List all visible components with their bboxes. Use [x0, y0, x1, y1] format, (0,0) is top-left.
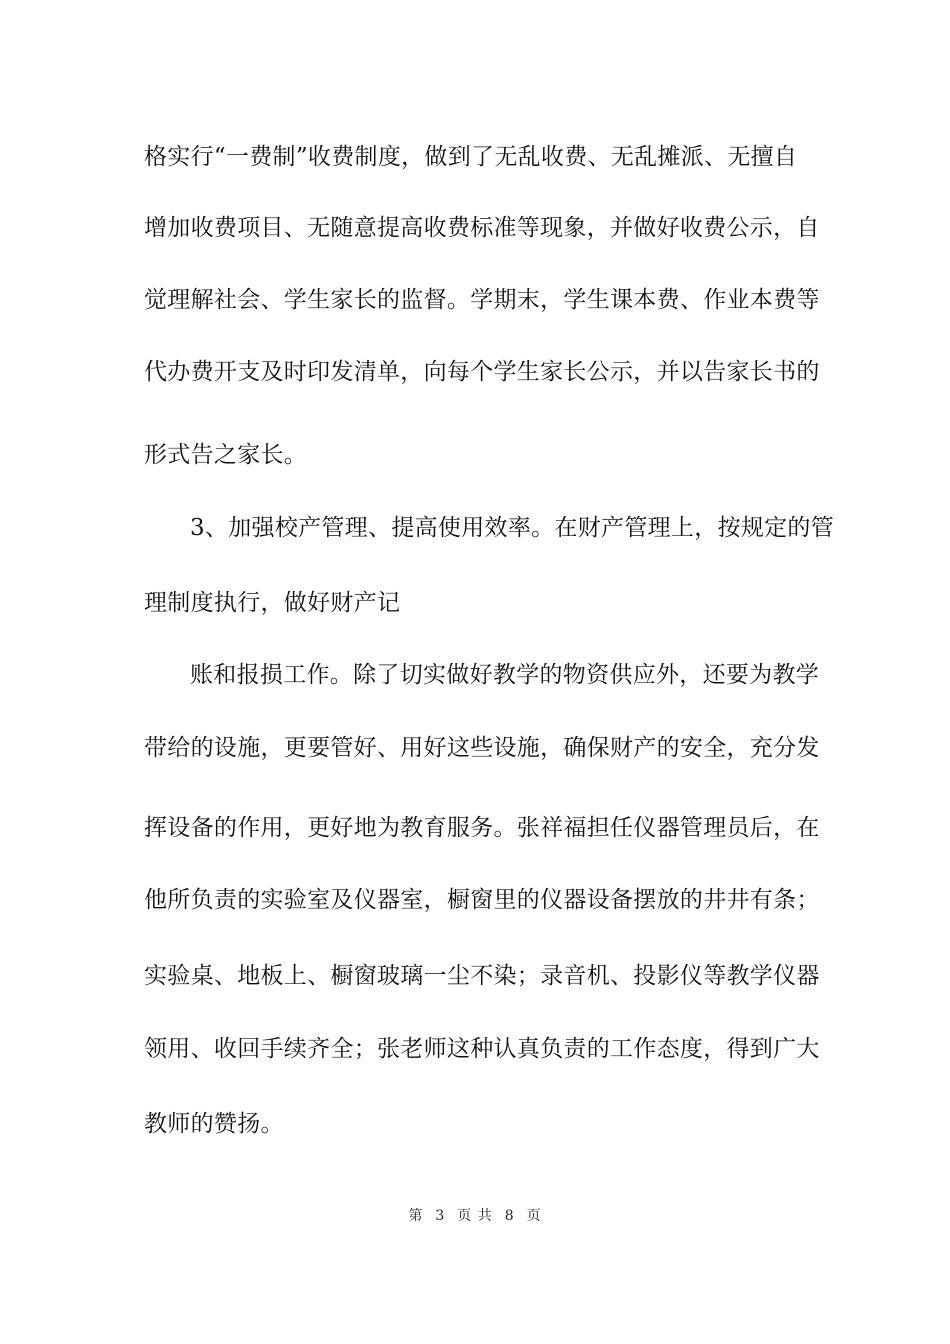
- page-number-total: 8: [504, 1208, 515, 1224]
- paragraph-start-line: 3、加强校产管理、提高使用效率。在财产管理上，按规定的管: [190, 515, 835, 541]
- text-line: 挥设备的作用，更好地为教育服务。张祥福担任仪器管理员后，在: [144, 815, 820, 841]
- text-line: 领用、收回手续齐全；张老师这种认真负责的工作态度，得到广大: [144, 1036, 820, 1062]
- text-line: 觉理解社会、学生家长的监督。学期末，学生课本费、作业本费等: [144, 287, 820, 313]
- footer-prefix: 第: [408, 1208, 424, 1224]
- text-line: 理制度执行，做好财产记: [144, 590, 401, 616]
- text-line: 格实行“一费制”收费制度，做到了无乱收费、无乱摊派、无擅自: [144, 144, 798, 170]
- page-number-current: 3: [435, 1208, 446, 1224]
- text-line: 增加收费项目、无随意提高收费标准等现象，并做好收费公示，自: [144, 215, 820, 241]
- paragraph-start-line: 账和报损工作。除了切实做好教学的物资供应外，还要为教学: [190, 662, 820, 688]
- page-footer: [0, 1205, 950, 1225]
- text-line: 实验桌、地板上、橱窗玻璃一尘不染；录音机、投影仪等教学仪器: [144, 963, 820, 989]
- text-line: 他所负责的实验室及仪器室，橱窗里的仪器设备摆放的井井有条；: [144, 887, 820, 913]
- text-line: 代办费开支及时印发清单，向每个学生家长公示，并以告家长书的: [144, 359, 820, 385]
- text-line: 带给的设施，更要管好、用好这些设施，确保财产的安全，充分发: [144, 735, 820, 761]
- footer-middle: 页 共: [457, 1208, 493, 1224]
- text-line: 形式告之家长。: [144, 442, 308, 468]
- footer-suffix: 页: [526, 1208, 542, 1224]
- text-line: 教师的赞扬。: [144, 1111, 284, 1137]
